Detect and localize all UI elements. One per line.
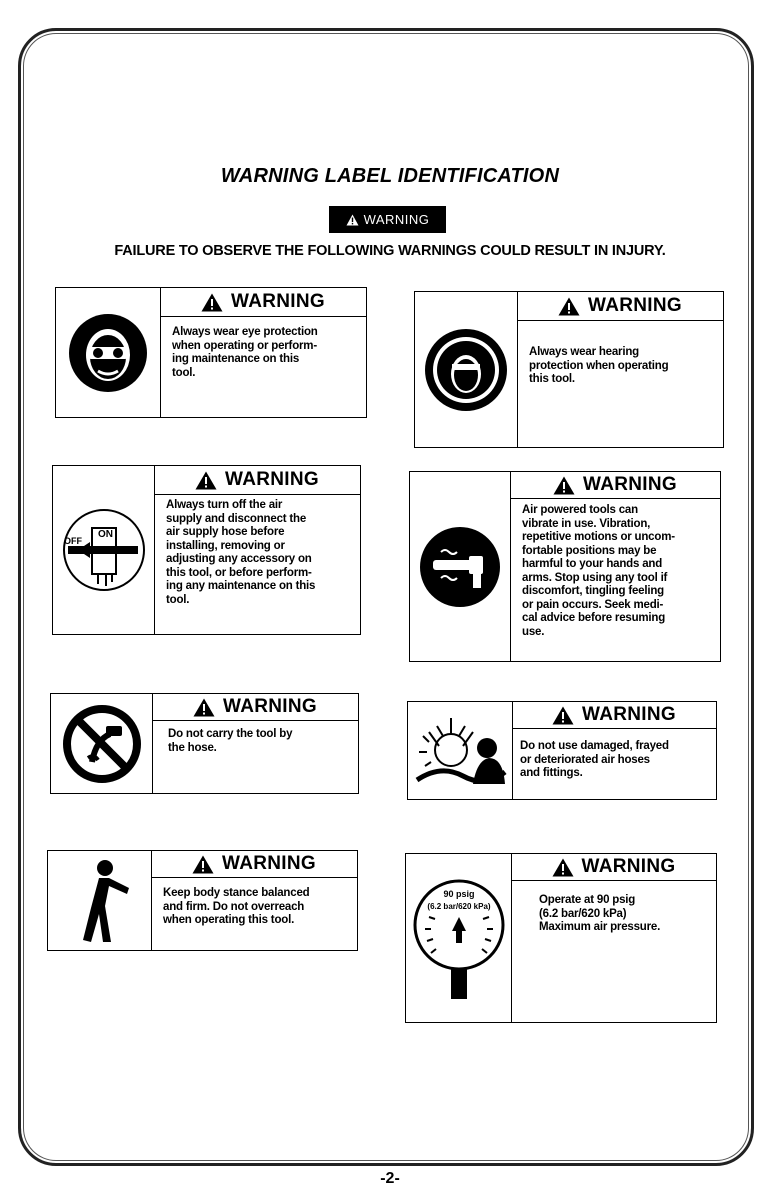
gauge-psig-text: 90 psig	[442, 889, 475, 899]
damaged-hose-icon	[408, 702, 513, 799]
warning-triangle-icon	[552, 706, 574, 725]
gauge-bar-text: (6.2 bar/620 kPa)	[426, 902, 491, 911]
hearing-protection-icon	[415, 292, 518, 447]
icon-on-text: ON	[97, 529, 113, 540]
warning-label-carry-hose	[50, 693, 359, 794]
warning-triangle-icon	[552, 858, 574, 877]
warning-heading-text: WARNING	[225, 469, 319, 490]
warning-heading	[151, 851, 357, 878]
warning-triangle-icon	[346, 214, 359, 226]
warning-text: Always wear eye protection when operating or perform- ing maintenance on this tool.	[172, 326, 318, 379]
warning-heading	[512, 702, 716, 729]
icon-off-text: OFF	[63, 536, 82, 546]
warning-heading	[152, 694, 358, 721]
warning-label-eye-protection	[55, 287, 367, 418]
warning-triangle-icon	[193, 698, 215, 717]
warning-text: Do not use damaged, frayed or deteriorated air hoses and fittings.	[520, 740, 669, 779]
intro-statement: FAILURE TO OBSERVE THE FOLLOWING WARNINGS COULD RESULT IN INJURY.	[114, 243, 666, 259]
warning-label-air-supply	[52, 465, 361, 635]
warning-label-air-pressure	[405, 853, 717, 1023]
page-title: WARNING LABEL IDENTIFICATION	[220, 165, 560, 187]
warning-label-body-stance	[47, 850, 358, 951]
warning-heading	[511, 854, 716, 881]
warning-label-vibration	[409, 471, 721, 662]
eye-protection-icon	[56, 288, 161, 417]
warning-text: Always wear hearing protection when operating this tool.	[529, 346, 669, 385]
warning-label-damaged-hose	[407, 701, 717, 800]
warning-heading	[160, 288, 366, 317]
warning-heading-text: WARNING	[231, 291, 325, 312]
warning-label-hearing-protection	[414, 291, 724, 448]
warning-text: Operate at 90 psig (6.2 bar/620 kPa) Maximum air pressure.	[539, 894, 661, 933]
warning-heading-text: WARNING	[581, 856, 676, 877]
warning-triangle-icon	[192, 855, 214, 874]
no-carry-by-hose-icon	[51, 694, 153, 793]
warning-badge	[329, 206, 446, 233]
warning-heading	[510, 472, 720, 499]
warning-heading	[517, 292, 723, 321]
warning-heading-text: WARNING	[222, 853, 316, 874]
warning-heading-text: WARNING	[583, 474, 677, 495]
warning-text: Air powered tools can vibrate in use. Vibration, repetitive motions or uncom- fortable positions may be harmful to your hands and arms. Stop using any tool if discomfort, tingling feeling or pain occurs. Seek medi- cal advice before resuming use.	[522, 504, 675, 638]
warning-heading	[154, 466, 360, 495]
page-number: -2-	[380, 1170, 400, 1187]
warning-triangle-icon	[201, 293, 223, 312]
pressure-gauge-icon	[406, 854, 512, 1022]
vibration-hand-icon	[410, 472, 511, 661]
warning-triangle-icon	[553, 476, 575, 495]
warning-heading-text: WARNING	[582, 704, 676, 725]
warning-text: Keep body stance balanced and firm. Do not overreach when operating this tool.	[163, 887, 310, 926]
warning-triangle-icon	[558, 297, 580, 316]
warning-heading-text: WARNING	[588, 295, 682, 316]
warning-text: Do not carry the tool by the hose.	[168, 728, 293, 754]
warning-text: Always turn off the air supply and disconnect the air supply hose before installing, removing or adjusting any accessory on this tool, or before perform- ing any maintenance on this tool.	[166, 499, 316, 606]
air-supply-off-icon	[53, 466, 155, 634]
warning-triangle-icon	[195, 471, 217, 490]
warning-badge-label: WARNING	[363, 212, 430, 227]
balanced-stance-icon	[48, 851, 152, 950]
warning-heading-text: WARNING	[223, 696, 317, 717]
